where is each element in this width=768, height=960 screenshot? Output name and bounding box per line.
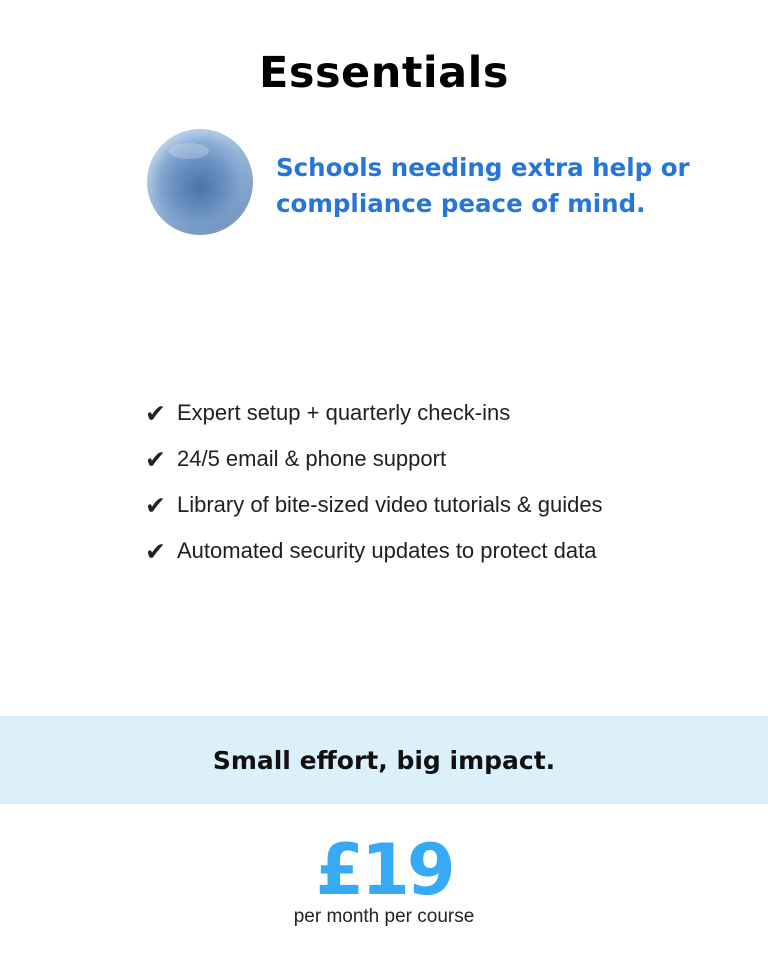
plan-title: Essentials [259, 48, 509, 98]
plan-orb-image [147, 129, 253, 235]
feature-list [145, 390, 603, 574]
feature-item [145, 482, 603, 528]
check-icon: ✔ [145, 490, 166, 520]
check-icon: ✔ [145, 398, 166, 428]
banner-text: Small effort, big impact. [212, 745, 556, 775]
feature-item [145, 528, 603, 574]
feature-label: Automated security updates to protect data [177, 538, 597, 563]
feature-label: 24/5 email & phone support [177, 446, 447, 471]
check-icon: ✔ [145, 536, 166, 566]
impact-banner [0, 716, 768, 804]
feature-item [145, 436, 603, 482]
plan-tagline: Schools needing extra help or compliance peace of mind. [276, 153, 690, 218]
price-value: £19 [315, 829, 453, 911]
feature-label: Library of bite-sized video tutorials & guides [177, 492, 603, 517]
feature-label: Expert setup + quarterly check-ins [177, 400, 511, 425]
check-icon: ✔ [145, 444, 166, 474]
feature-item [145, 390, 603, 436]
price-note: per month per course [293, 906, 475, 927]
orb-highlight [169, 143, 209, 159]
